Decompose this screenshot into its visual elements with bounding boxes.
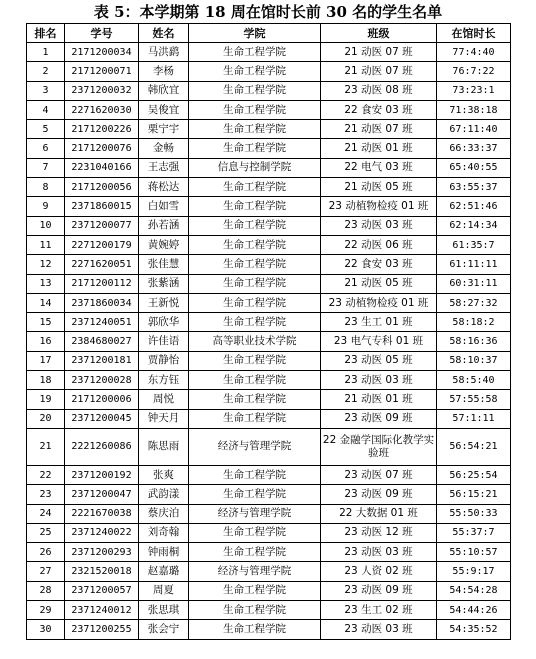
college-cell: 生命工程学院 [189, 139, 321, 158]
class-cell: 23 动医 03 班 [321, 543, 437, 562]
table-row [27, 235, 511, 254]
student-id-cell: 2321520018 [65, 562, 139, 581]
student-name-cell: 张思琪 [139, 601, 189, 620]
rank-cell: 9 [27, 197, 65, 216]
student-id-cell: 2171200112 [65, 274, 139, 293]
student-name-cell: 白如雪 [139, 197, 189, 216]
table-row [27, 216, 511, 235]
student-name-cell: 周悦 [139, 390, 189, 409]
college-cell: 生命工程学院 [189, 62, 321, 81]
table-row [27, 81, 511, 100]
duration-cell: 57:1:11 [437, 409, 511, 428]
rank-cell: 23 [27, 485, 65, 504]
duration-cell: 66:33:37 [437, 139, 511, 158]
duration-cell: 62:14:34 [437, 216, 511, 235]
class-cell: 23 动医 09 班 [321, 485, 437, 504]
student-name-cell: 张爽 [139, 465, 189, 484]
class-cell: 23 生工 01 班 [321, 313, 437, 332]
class-cell: 23 动医 03 班 [321, 620, 437, 639]
duration-cell: 61:11:11 [437, 255, 511, 274]
student-id-cell: 2171200006 [65, 390, 139, 409]
rank-cell: 24 [27, 504, 65, 523]
class-cell: 23 动医 09 班 [321, 581, 437, 600]
duration-cell: 58:16:36 [437, 332, 511, 351]
table-row [27, 581, 511, 600]
table-row [27, 255, 511, 274]
class-cell: 23 动医 09 班 [321, 409, 437, 428]
table-row [27, 390, 511, 409]
header-name: 姓名 [139, 24, 189, 43]
header-rank: 排名 [27, 24, 65, 43]
duration-cell: 57:55:58 [437, 390, 511, 409]
table-row [27, 178, 511, 197]
class-cell: 21 动医 05 班 [321, 274, 437, 293]
duration-cell: 54:54:28 [437, 581, 511, 600]
student-name-cell: 蔡庆泊 [139, 504, 189, 523]
table-row [27, 158, 511, 177]
class-cell: 22 动医 06 班 [321, 235, 437, 254]
rank-cell: 29 [27, 601, 65, 620]
duration-cell: 56:15:21 [437, 485, 511, 504]
student-id-cell: 2371200293 [65, 543, 139, 562]
student-id-cell: 2371200032 [65, 81, 139, 100]
class-cell: 23 动医 12 班 [321, 523, 437, 542]
table-row [27, 351, 511, 370]
student-name-cell: 赵嘉璐 [139, 562, 189, 581]
rank-cell: 8 [27, 178, 65, 197]
rank-cell: 26 [27, 543, 65, 562]
duration-cell: 67:11:40 [437, 120, 511, 139]
duration-cell: 77:4:40 [437, 43, 511, 62]
rank-cell: 15 [27, 313, 65, 332]
rank-cell: 20 [27, 409, 65, 428]
college-cell: 生命工程学院 [189, 216, 321, 235]
library-time-ranking-table [26, 23, 511, 640]
student-id-cell: 2371860015 [65, 197, 139, 216]
college-cell: 经济与管理学院 [189, 504, 321, 523]
rank-cell: 1 [27, 43, 65, 62]
duration-cell: 65:40:55 [437, 158, 511, 177]
college-cell: 生命工程学院 [189, 485, 321, 504]
rank-cell: 14 [27, 293, 65, 312]
student-name-cell: 马洪鹞 [139, 43, 189, 62]
duration-cell: 62:51:46 [437, 197, 511, 216]
college-cell: 生命工程学院 [189, 465, 321, 484]
table-row [27, 428, 511, 465]
table-row [27, 332, 511, 351]
rank-cell: 16 [27, 332, 65, 351]
table-row [27, 197, 511, 216]
header-college: 学院 [189, 24, 321, 43]
student-id-cell: 2371200192 [65, 465, 139, 484]
header-row [27, 24, 511, 43]
table-row [27, 485, 511, 504]
class-cell: 23 动医 03 班 [321, 371, 437, 390]
student-id-cell: 2371240012 [65, 601, 139, 620]
rank-cell: 4 [27, 100, 65, 119]
class-cell: 21 动医 01 班 [321, 139, 437, 158]
duration-cell: 56:54:21 [437, 428, 511, 465]
college-cell: 生命工程学院 [189, 313, 321, 332]
table-row [27, 313, 511, 332]
table-row [27, 601, 511, 620]
rank-cell: 22 [27, 465, 65, 484]
class-cell: 23 动医 05 班 [321, 351, 437, 370]
student-id-cell: 2371200045 [65, 409, 139, 428]
class-cell: 21 动医 07 班 [321, 120, 437, 139]
table-row [27, 120, 511, 139]
duration-cell: 58:5:40 [437, 371, 511, 390]
table-row [27, 293, 511, 312]
college-cell: 经济与管理学院 [189, 428, 321, 465]
rank-cell: 19 [27, 390, 65, 409]
header-student-id: 学号 [65, 24, 139, 43]
student-id-cell: 2171200076 [65, 139, 139, 158]
college-cell: 生命工程学院 [189, 197, 321, 216]
table-row [27, 465, 511, 484]
duration-cell: 54:44:26 [437, 601, 511, 620]
student-name-cell: 李杨 [139, 62, 189, 81]
college-cell: 生命工程学院 [189, 523, 321, 542]
student-name-cell: 韩欣宜 [139, 81, 189, 100]
table-title: 表 5：本学期第 18 周在馆时长前 30 名的学生名单 [93, 3, 443, 21]
class-cell: 23 动医 08 班 [321, 81, 437, 100]
duration-cell: 56:25:54 [437, 465, 511, 484]
class-cell: 23 动医 07 班 [321, 465, 437, 484]
student-name-cell: 孙若涵 [139, 216, 189, 235]
college-cell: 生命工程学院 [189, 293, 321, 312]
student-name-cell: 张佳慧 [139, 255, 189, 274]
table-row [27, 504, 511, 523]
rank-cell: 21 [27, 428, 65, 465]
college-cell: 生命工程学院 [189, 235, 321, 254]
college-cell: 经济与管理学院 [189, 562, 321, 581]
college-cell: 生命工程学院 [189, 601, 321, 620]
table-row [27, 100, 511, 119]
student-name-cell: 黄婉婷 [139, 235, 189, 254]
rank-cell: 25 [27, 523, 65, 542]
college-cell: 信息与控制学院 [189, 158, 321, 177]
student-name-cell: 钟天月 [139, 409, 189, 428]
header-class: 班级 [321, 24, 437, 43]
student-name-cell: 钟雨桐 [139, 543, 189, 562]
table-row [27, 371, 511, 390]
table-row [27, 43, 511, 62]
student-name-cell: 栗宁宇 [139, 120, 189, 139]
student-id-cell: 2371200047 [65, 485, 139, 504]
class-cell: 23 动植物检疫 01 班 [321, 293, 437, 312]
college-cell: 生命工程学院 [189, 100, 321, 119]
college-cell: 生命工程学院 [189, 620, 321, 639]
college-cell: 生命工程学院 [189, 409, 321, 428]
student-name-cell: 郭欣华 [139, 313, 189, 332]
student-id-cell: 2221260086 [65, 428, 139, 465]
student-name-cell: 吴俊宜 [139, 100, 189, 119]
class-cell: 22 食安 03 班 [321, 100, 437, 119]
student-id-cell: 2371240051 [65, 313, 139, 332]
college-cell: 生命工程学院 [189, 543, 321, 562]
rank-cell: 11 [27, 235, 65, 254]
college-cell: 高等职业技术学院 [189, 332, 321, 351]
student-name-cell: 蒋松达 [139, 178, 189, 197]
class-cell: 22 电气 03 班 [321, 158, 437, 177]
student-id-cell: 2271620030 [65, 100, 139, 119]
rank-cell: 18 [27, 371, 65, 390]
student-id-cell: 2371200028 [65, 371, 139, 390]
table-row [27, 523, 511, 542]
rank-cell: 6 [27, 139, 65, 158]
duration-cell: 58:27:32 [437, 293, 511, 312]
class-cell: 21 动医 05 班 [321, 178, 437, 197]
duration-cell: 58:18:2 [437, 313, 511, 332]
college-cell: 生命工程学院 [189, 81, 321, 100]
class-cell: 23 动植物检疫 01 班 [321, 197, 437, 216]
student-id-cell: 2371200077 [65, 216, 139, 235]
student-id-cell: 2231040166 [65, 158, 139, 177]
class-cell: 22 大数据 01 班 [321, 504, 437, 523]
student-id-cell: 2171200056 [65, 178, 139, 197]
student-name-cell: 王新悦 [139, 293, 189, 312]
student-name-cell: 东方钰 [139, 371, 189, 390]
student-id-cell: 2384680027 [65, 332, 139, 351]
student-name-cell: 王志强 [139, 158, 189, 177]
duration-cell: 55:37:7 [437, 523, 511, 542]
rank-cell: 3 [27, 81, 65, 100]
student-name-cell: 陈思雨 [139, 428, 189, 465]
college-cell: 生命工程学院 [189, 371, 321, 390]
student-id-cell: 2271200179 [65, 235, 139, 254]
rank-cell: 12 [27, 255, 65, 274]
table-row [27, 620, 511, 639]
duration-cell: 55:50:33 [437, 504, 511, 523]
class-cell: 23 动医 03 班 [321, 216, 437, 235]
rank-cell: 5 [27, 120, 65, 139]
duration-cell: 58:10:37 [437, 351, 511, 370]
college-cell: 生命工程学院 [189, 274, 321, 293]
student-id-cell: 2271620051 [65, 255, 139, 274]
class-cell: 23 生工 02 班 [321, 601, 437, 620]
student-id-cell: 2171200034 [65, 43, 139, 62]
rank-cell: 30 [27, 620, 65, 639]
class-cell: 21 动医 01 班 [321, 390, 437, 409]
student-id-cell: 2171200226 [65, 120, 139, 139]
table-row [27, 409, 511, 428]
college-cell: 生命工程学院 [189, 120, 321, 139]
college-cell: 生命工程学院 [189, 43, 321, 62]
student-name-cell: 许佳语 [139, 332, 189, 351]
rank-cell: 2 [27, 62, 65, 81]
rank-cell: 27 [27, 562, 65, 581]
duration-cell: 61:35:7 [437, 235, 511, 254]
class-cell: 21 动医 07 班 [321, 62, 437, 81]
duration-cell: 55:10:57 [437, 543, 511, 562]
rank-cell: 13 [27, 274, 65, 293]
student-id-cell: 2371860034 [65, 293, 139, 312]
student-id-cell: 2171200071 [65, 62, 139, 81]
table-row [27, 543, 511, 562]
student-name-cell: 金畅 [139, 139, 189, 158]
duration-cell: 76:7:22 [437, 62, 511, 81]
student-name-cell: 张紫涵 [139, 274, 189, 293]
duration-cell: 55:9:17 [437, 562, 511, 581]
rank-cell: 10 [27, 216, 65, 235]
student-id-cell: 2371200255 [65, 620, 139, 639]
college-cell: 生命工程学院 [189, 178, 321, 197]
table-row [27, 562, 511, 581]
duration-cell: 54:35:52 [437, 620, 511, 639]
table-row [27, 139, 511, 158]
class-cell: 23 人资 02 班 [321, 562, 437, 581]
table-row [27, 62, 511, 81]
rank-cell: 17 [27, 351, 65, 370]
student-name-cell: 武韵漾 [139, 485, 189, 504]
student-name-cell: 张会宁 [139, 620, 189, 639]
duration-cell: 60:31:11 [437, 274, 511, 293]
header-duration: 在馆时长 [437, 24, 511, 43]
duration-cell: 63:55:37 [437, 178, 511, 197]
rank-cell: 7 [27, 158, 65, 177]
student-id-cell: 2371200181 [65, 351, 139, 370]
class-cell: 22 金融学国际化教学实验班 [321, 428, 437, 465]
college-cell: 生命工程学院 [189, 255, 321, 274]
rank-cell: 28 [27, 581, 65, 600]
duration-cell: 73:23:1 [437, 81, 511, 100]
class-cell: 23 电气专科 01 班 [321, 332, 437, 351]
student-id-cell: 2221670038 [65, 504, 139, 523]
student-id-cell: 2371240022 [65, 523, 139, 542]
student-name-cell: 周夏 [139, 581, 189, 600]
college-cell: 生命工程学院 [189, 351, 321, 370]
table-body [27, 43, 511, 640]
college-cell: 生命工程学院 [189, 390, 321, 409]
student-id-cell: 2371200057 [65, 581, 139, 600]
student-name-cell: 刘奇翰 [139, 523, 189, 542]
class-cell: 22 食安 03 班 [321, 255, 437, 274]
class-cell: 21 动医 07 班 [321, 43, 437, 62]
table-row [27, 274, 511, 293]
student-name-cell: 贾静怡 [139, 351, 189, 370]
duration-cell: 71:38:18 [437, 100, 511, 119]
college-cell: 生命工程学院 [189, 581, 321, 600]
